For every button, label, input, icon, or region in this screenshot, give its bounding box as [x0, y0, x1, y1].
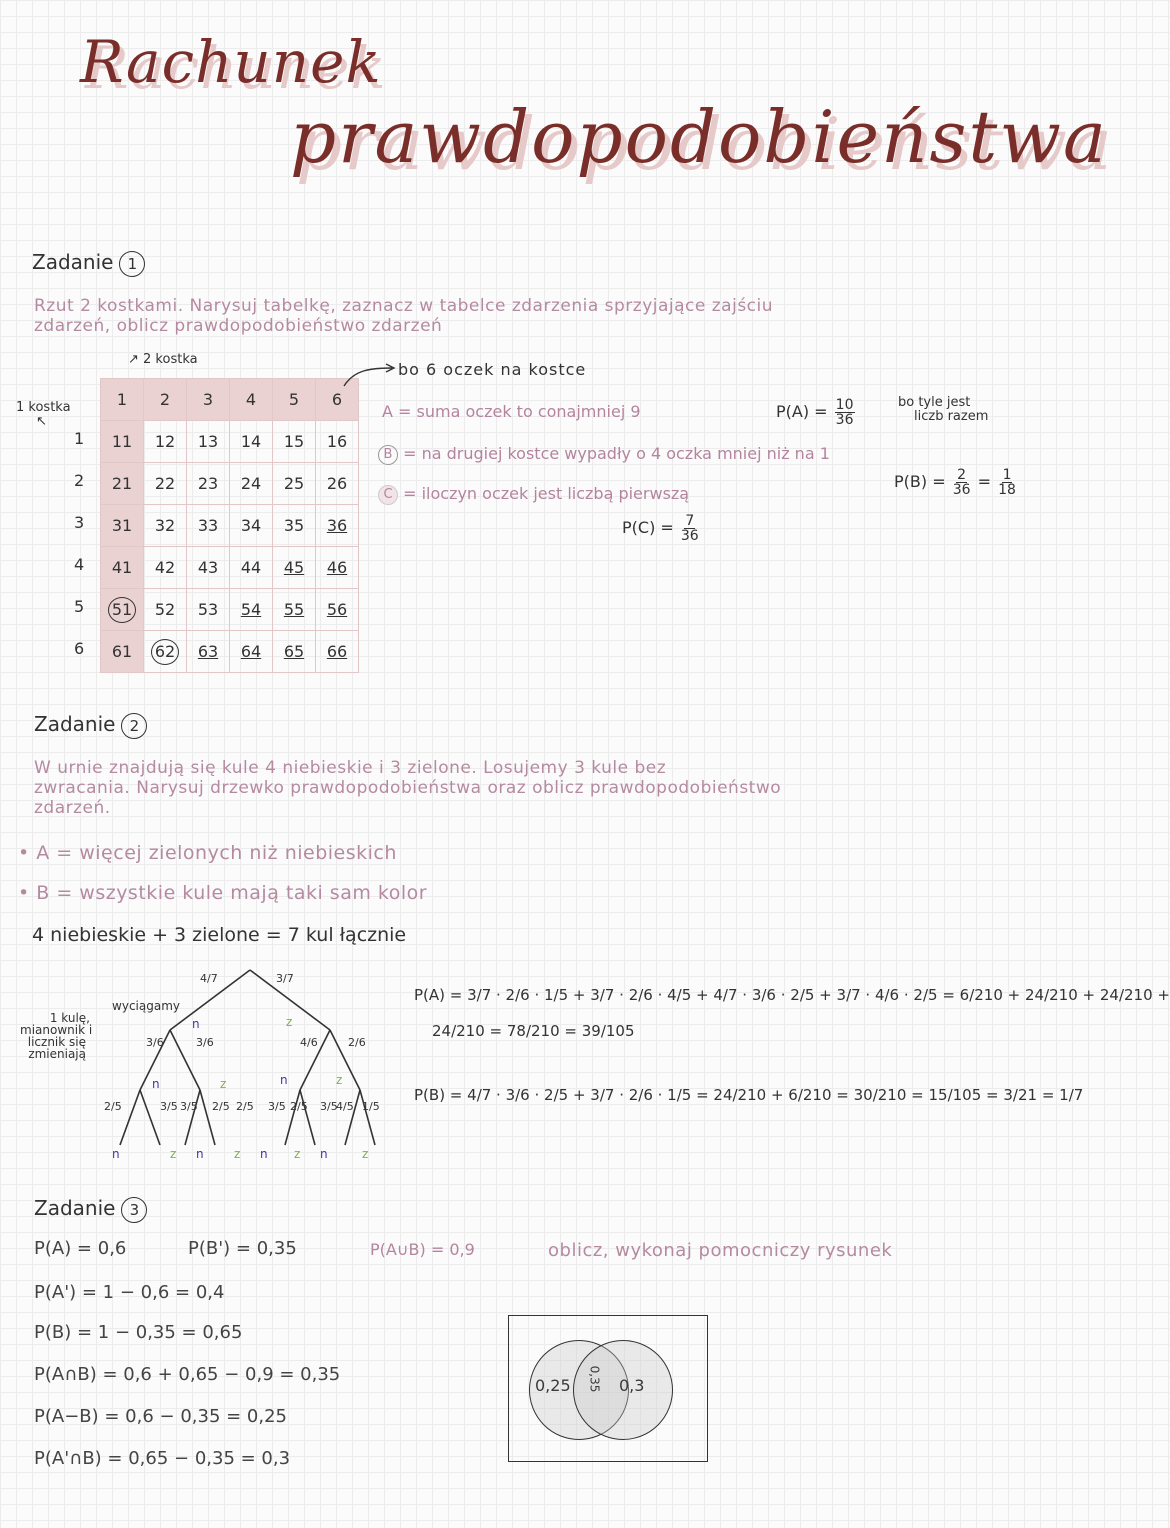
row-label: 2	[74, 471, 85, 490]
first-die-label: 1 kostka	[16, 400, 71, 415]
table-cell	[144, 631, 187, 673]
table-row	[101, 631, 359, 673]
table-cell: 14	[230, 421, 273, 463]
bullet-b: • B = wszystkie kule mają taki sam kolor	[18, 882, 428, 904]
table-cell: 34	[230, 505, 273, 547]
table-cell: 25	[273, 463, 316, 505]
task2-number: 2	[121, 713, 147, 739]
table-cell: 44	[230, 547, 273, 589]
title-line1: Rachunek	[80, 28, 382, 96]
title-line2: prawdopodobieństwa	[290, 95, 1108, 179]
table-cell: 54	[230, 589, 273, 631]
tree-l3-frac: 2/5	[212, 1100, 230, 1113]
calc-pa-prime-and-b: P(A'∩B) = 0,65 − 0,35 = 0,3	[34, 1448, 291, 1469]
task3-heading: Zadanie 3	[34, 1196, 147, 1223]
table-cell: 55	[273, 589, 316, 631]
column-header: 3	[187, 379, 230, 421]
event-c: C = iloczyn oczek jest liczbą pierwszą	[372, 484, 689, 505]
bullet-a: • A = więcej zielonych niż niebieskich	[18, 842, 397, 864]
row-label: 6	[74, 639, 85, 658]
dice-table	[100, 378, 359, 673]
table-cell: 31	[101, 505, 144, 547]
circled-value: 51	[108, 597, 136, 623]
pc-result: P(C) = $\frac{7}{36}$	[622, 513, 699, 544]
table-row	[101, 505, 359, 547]
second-die-label: ↗ 2 kostka	[128, 352, 198, 367]
venn-right-value: 0,3	[619, 1376, 645, 1395]
tree-l3-label: n	[112, 1147, 120, 1161]
table-cell: 64	[230, 631, 273, 673]
task2-text-line2: zwracania. Narysuj drzewko prawdopodobieństwa oraz oblicz prawdopodobieństwo	[34, 778, 782, 798]
table-cell: 36	[316, 505, 359, 547]
table-row	[101, 589, 359, 631]
column-header: 5	[273, 379, 316, 421]
table-cell: 43	[187, 547, 230, 589]
venn-left-value: 0,25	[535, 1376, 571, 1395]
table-cell: 52	[144, 589, 187, 631]
tree-l2-label: n	[152, 1077, 160, 1091]
table-cell: 33	[187, 505, 230, 547]
table-cell: 53	[187, 589, 230, 631]
calc-pa-and-b: P(A∩B) = 0,6 + 0,65 − 0,9 = 0,35	[34, 1364, 341, 1385]
task1-text-line1: Rzut 2 kostkami. Narysuj tabelkę, zaznacz w tabelce zdarzenia sprzyjające zajściu	[34, 296, 774, 316]
row-label: 5	[74, 597, 85, 616]
column-header: 6	[316, 379, 359, 421]
tree-l2-frac: 4/6	[300, 1036, 318, 1049]
tree-l2-frac: 2/6	[348, 1036, 366, 1049]
task2-heading: Zadanie 2	[34, 712, 147, 739]
total-balls: 4 niebieskie + 3 zielone = 7 kul łącznie	[32, 924, 407, 946]
venn-diagram	[508, 1315, 708, 1462]
tree-l2-label: z	[336, 1073, 343, 1087]
tree-note: wyciągamy 1 kulę, mianownik i licznik się zmieniają	[20, 999, 180, 1061]
tree-l1-label: n	[192, 1017, 200, 1031]
task3-instruction: oblicz, wykonaj pomocniczy rysunek	[548, 1240, 893, 1261]
table-cell: 46	[316, 547, 359, 589]
table-cell: 11	[101, 421, 144, 463]
table-cell: 41	[101, 547, 144, 589]
column-header: 1	[101, 379, 144, 421]
calc-pa-prime: P(A') = 1 − 0,6 = 0,4	[34, 1282, 225, 1303]
table-cell: 45	[273, 547, 316, 589]
task2-text-line1: W urnie znajdują się kule 4 niebieskie i 3 zielone. Losujemy 3 kule bez	[34, 758, 667, 778]
pb-result: P(B) = $\frac{2}{36}$ = $\frac{1}{18}$	[894, 467, 1016, 498]
table-header-row	[101, 379, 359, 421]
table-cell: 66	[316, 631, 359, 673]
table-row	[101, 463, 359, 505]
event-b: B = na drugiej kostce wypadły o 4 oczka mniej niż na 1	[372, 444, 830, 465]
arrow-icon	[340, 360, 400, 390]
task2-pb-line: P(B) = 4/7 · 3/6 · 2/5 + 3/7 · 2/6 · 1/5 = 24/210 + 6/210 = 30/210 = 15/105 = 3/21 = 1/7	[414, 1086, 1084, 1104]
tree-l2-label: n	[280, 1073, 288, 1087]
tree-l3-label: z	[234, 1147, 241, 1161]
tree-l3-label: z	[294, 1147, 301, 1161]
table-cell: 23	[187, 463, 230, 505]
table-cell: 61	[101, 631, 144, 673]
task1-number: 1	[119, 251, 145, 277]
first-die-arrow: ↖	[36, 414, 47, 429]
calc-pb: P(B) = 1 − 0,35 = 0,65	[34, 1322, 243, 1343]
table-cell: 15	[273, 421, 316, 463]
table-row	[101, 421, 359, 463]
table-cell: 13	[187, 421, 230, 463]
tree-l3-frac: 4/5	[336, 1100, 354, 1113]
task1-text-line2: zdarzeń, oblicz prawdopodobieństwo zdarzeń	[34, 316, 443, 336]
tree-l3-frac: 1/5	[362, 1100, 380, 1113]
given-pa: P(A) = 0,6	[34, 1238, 127, 1259]
table-cell: 32	[144, 505, 187, 547]
table-cell: 24	[230, 463, 273, 505]
tree-l3-frac: 2/5	[104, 1100, 122, 1113]
pa-note: bo tyle jest liczb razem	[898, 395, 989, 424]
tree-l3-label: z	[170, 1147, 177, 1161]
tree-l1-frac: 4/7	[200, 972, 218, 985]
tree-l3-frac: 2/5	[290, 1100, 308, 1113]
pa-result: P(A) = $\frac{10}{36}$	[776, 397, 854, 428]
table-cell: 35	[273, 505, 316, 547]
table-cell: 42	[144, 547, 187, 589]
given-pa-or-b: P(A∪B) = 0,9	[370, 1240, 475, 1259]
tree-l3-label: z	[362, 1147, 369, 1161]
table-row	[101, 547, 359, 589]
table-cell: 56	[316, 589, 359, 631]
table-cell: 21	[101, 463, 144, 505]
tree-l3-label: n	[260, 1147, 268, 1161]
tree-l3-label: n	[320, 1147, 328, 1161]
tree-l3-frac: 3/5	[180, 1100, 198, 1113]
task2-pa-line2: 24/210 = 78/210 = 39/105	[432, 1022, 635, 1040]
probability-tree	[100, 960, 400, 1170]
table-cell	[101, 589, 144, 631]
table-cell: 16	[316, 421, 359, 463]
given-pb-prime: P(B') = 0,35	[188, 1238, 297, 1259]
column-header: 2	[144, 379, 187, 421]
tree-l2-frac: 3/6	[146, 1036, 164, 1049]
note-six-sides: bo 6 oczek na kostce	[398, 360, 587, 379]
table-cell: 63	[187, 631, 230, 673]
tree-l3-frac: 2/5	[236, 1100, 254, 1113]
tree-l3-frac: 3/5	[160, 1100, 178, 1113]
task1-heading: Zadanie 1	[32, 250, 145, 277]
tree-l3-frac: 3/5	[268, 1100, 286, 1113]
venn-mid-value: 0,35	[587, 1365, 602, 1393]
row-label: 1	[74, 429, 85, 448]
tree-l2-frac: 3/6	[196, 1036, 214, 1049]
row-label: 3	[74, 513, 85, 532]
tree-l1-frac: 3/7	[276, 972, 294, 985]
table-cell: 22	[144, 463, 187, 505]
tree-l3-label: n	[196, 1147, 204, 1161]
calc-pa-minus-b: P(A−B) = 0,6 − 0,35 = 0,25	[34, 1406, 288, 1427]
table-cell: 65	[273, 631, 316, 673]
tree-l1-label: z	[286, 1015, 293, 1029]
table-cell: 12	[144, 421, 187, 463]
row-label: 4	[74, 555, 85, 574]
table-cell: 26	[316, 463, 359, 505]
tree-l3-frac: 3/5	[320, 1100, 338, 1113]
task2-text-line3: zdarzeń.	[34, 798, 111, 818]
tree-l2-label: z	[220, 1077, 227, 1091]
task2-pa-line1: P(A) = 3/7 · 2/6 · 1/5 + 3/7 · 2/6 · 4/5 + 4/7 · 3/6 · 2/5 + 3/7 · 4/6 · 2/5 = 6/210 + 24/210 + 24/210 +	[414, 986, 1170, 1004]
column-header: 4	[230, 379, 273, 421]
task3-number: 3	[121, 1197, 147, 1223]
event-a: A = suma oczek to conajmniej 9	[382, 402, 641, 421]
circled-value: 62	[151, 639, 179, 665]
